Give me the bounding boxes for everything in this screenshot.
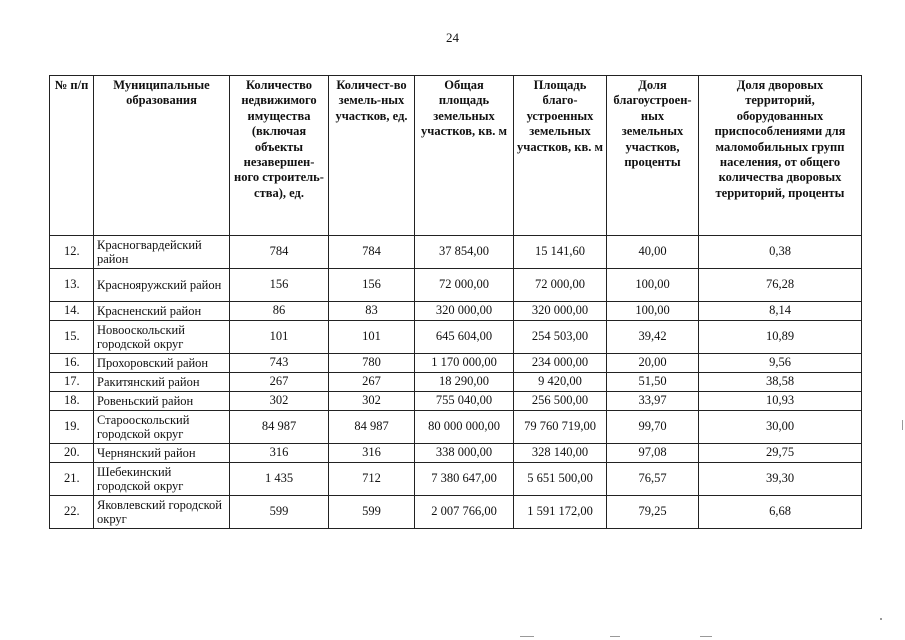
improved-area-cell: 256 500,00 xyxy=(514,392,607,411)
table-row xyxy=(50,411,862,444)
improved-share-cell: 20,00 xyxy=(607,354,699,373)
land-plot-count-cell: 784 xyxy=(329,236,415,269)
real-estate-count-cell: 316 xyxy=(230,444,329,463)
real-estate-count-cell: 599 xyxy=(230,496,329,529)
improved-share-cell: 51,50 xyxy=(607,373,699,392)
row-number-cell: 13. xyxy=(50,269,94,302)
improved-area-cell: 234 000,00 xyxy=(514,354,607,373)
header-cell-improved-share: Доля благоустроен-ных земельных участков, проценты xyxy=(607,76,699,236)
total-area-cell: 645 604,00 xyxy=(415,321,514,354)
table-row xyxy=(50,392,862,411)
accessible-yards-share-cell: 6,68 xyxy=(699,496,862,529)
improved-area-cell: 320 000,00 xyxy=(514,302,607,321)
row-number-cell: 12. xyxy=(50,236,94,269)
improved-area-cell: 1 591 172,00 xyxy=(514,496,607,529)
land-plot-count-cell: 780 xyxy=(329,354,415,373)
row-number-cell: 17. xyxy=(50,373,94,392)
header-cell-accessible-yards-share: Доля дворовых территорий, оборудованных приспособлениями для маломобильных групп населения, от общего количества дворовых территорий, проценты xyxy=(699,76,862,236)
municipality-name-cell: Яковлевский городской округ xyxy=(94,496,230,529)
table-row xyxy=(50,444,862,463)
header-cell-number: № п/п xyxy=(50,76,94,236)
accessible-yards-share-cell: 30,00 xyxy=(699,411,862,444)
total-area-cell: 7 380 647,00 xyxy=(415,463,514,496)
header-cell-real-estate-count: Количество недвижимого имущества (включая объекты незавершен-ного строитель-ства), ед. xyxy=(230,76,329,236)
improved-share-cell: 97,08 xyxy=(607,444,699,463)
header-cell-total-area: Общая площадь земельных участков, кв. м xyxy=(415,76,514,236)
header-cell-improved-area: Площадь благо-устроенных земельных участков, кв. м xyxy=(514,76,607,236)
municipality-name-cell: Шебекинский городской округ xyxy=(94,463,230,496)
land-plot-count-cell: 156 xyxy=(329,269,415,302)
table-row xyxy=(50,236,862,269)
municipality-name-cell: Красногвардейский район xyxy=(94,236,230,269)
total-area-cell: 2 007 766,00 xyxy=(415,496,514,529)
data-table xyxy=(49,75,862,529)
total-area-cell: 72 000,00 xyxy=(415,269,514,302)
total-area-cell: 320 000,00 xyxy=(415,302,514,321)
header-cell-municipality: Муниципальные образования xyxy=(94,76,230,236)
municipality-name-cell: Старооскольский городской округ xyxy=(94,411,230,444)
improved-area-cell: 79 760 719,00 xyxy=(514,411,607,444)
municipality-name-cell: Новооскольский городской округ xyxy=(94,321,230,354)
row-number-cell: 16. xyxy=(50,354,94,373)
scan-artifact xyxy=(520,636,534,637)
row-number-cell: 14. xyxy=(50,302,94,321)
improved-share-cell: 100,00 xyxy=(607,269,699,302)
municipality-name-cell: Ровеньский район xyxy=(94,392,230,411)
improved-area-cell: 9 420,00 xyxy=(514,373,607,392)
real-estate-count-cell: 267 xyxy=(230,373,329,392)
municipality-name-cell: Ракитянский район xyxy=(94,373,230,392)
accessible-yards-share-cell: 38,58 xyxy=(699,373,862,392)
real-estate-count-cell: 86 xyxy=(230,302,329,321)
accessible-yards-share-cell: 9,56 xyxy=(699,354,862,373)
row-number-cell: 21. xyxy=(50,463,94,496)
scan-artifact xyxy=(902,420,903,430)
land-plot-count-cell: 83 xyxy=(329,302,415,321)
accessible-yards-share-cell: 8,14 xyxy=(699,302,862,321)
real-estate-count-cell: 784 xyxy=(230,236,329,269)
real-estate-count-cell: 1 435 xyxy=(230,463,329,496)
scan-artifact xyxy=(700,636,712,637)
table-row xyxy=(50,302,862,321)
table-row xyxy=(50,354,862,373)
municipality-name-cell: Краснояружский район xyxy=(94,269,230,302)
improved-area-cell: 15 141,60 xyxy=(514,236,607,269)
total-area-cell: 80 000 000,00 xyxy=(415,411,514,444)
improved-area-cell: 328 140,00 xyxy=(514,444,607,463)
total-area-cell: 18 290,00 xyxy=(415,373,514,392)
row-number-cell: 18. xyxy=(50,392,94,411)
total-area-cell: 338 000,00 xyxy=(415,444,514,463)
land-plot-count-cell: 302 xyxy=(329,392,415,411)
table-body xyxy=(50,236,862,529)
improved-share-cell: 76,57 xyxy=(607,463,699,496)
improved-share-cell: 100,00 xyxy=(607,302,699,321)
accessible-yards-share-cell: 10,89 xyxy=(699,321,862,354)
total-area-cell: 755 040,00 xyxy=(415,392,514,411)
improved-share-cell: 79,25 xyxy=(607,496,699,529)
land-plot-count-cell: 599 xyxy=(329,496,415,529)
scan-artifact xyxy=(880,618,882,620)
improved-area-cell: 5 651 500,00 xyxy=(514,463,607,496)
accessible-yards-share-cell: 39,30 xyxy=(699,463,862,496)
row-number-cell: 19. xyxy=(50,411,94,444)
page-number: 24 xyxy=(446,30,459,45)
municipality-name-cell: Чернянский район xyxy=(94,444,230,463)
table-row xyxy=(50,321,862,354)
table-row xyxy=(50,463,862,496)
scan-artifact xyxy=(610,636,620,637)
header-row xyxy=(50,76,862,236)
accessible-yards-share-cell: 76,28 xyxy=(699,269,862,302)
accessible-yards-share-cell: 29,75 xyxy=(699,444,862,463)
table-row xyxy=(50,373,862,392)
improved-area-cell: 254 503,00 xyxy=(514,321,607,354)
real-estate-count-cell: 743 xyxy=(230,354,329,373)
improved-area-cell: 72 000,00 xyxy=(514,269,607,302)
municipality-name-cell: Красненский район xyxy=(94,302,230,321)
real-estate-count-cell: 302 xyxy=(230,392,329,411)
improved-share-cell: 39,42 xyxy=(607,321,699,354)
land-plot-count-cell: 267 xyxy=(329,373,415,392)
header-cell-land-plot-count: Количест-во земель-ных участков, ед. xyxy=(329,76,415,236)
accessible-yards-share-cell: 0,38 xyxy=(699,236,862,269)
real-estate-count-cell: 156 xyxy=(230,269,329,302)
row-number-cell: 20. xyxy=(50,444,94,463)
table-row xyxy=(50,496,862,529)
table-header xyxy=(50,76,862,236)
land-plot-count-cell: 316 xyxy=(329,444,415,463)
table-row xyxy=(50,269,862,302)
total-area-cell: 1 170 000,00 xyxy=(415,354,514,373)
land-plot-count-cell: 101 xyxy=(329,321,415,354)
real-estate-count-cell: 84 987 xyxy=(230,411,329,444)
land-plot-count-cell: 712 xyxy=(329,463,415,496)
total-area-cell: 37 854,00 xyxy=(415,236,514,269)
municipality-name-cell: Прохоровский район xyxy=(94,354,230,373)
improved-share-cell: 40,00 xyxy=(607,236,699,269)
land-plot-count-cell: 84 987 xyxy=(329,411,415,444)
row-number-cell: 22. xyxy=(50,496,94,529)
real-estate-count-cell: 101 xyxy=(230,321,329,354)
improved-share-cell: 99,70 xyxy=(607,411,699,444)
row-number-cell: 15. xyxy=(50,321,94,354)
improved-share-cell: 33,97 xyxy=(607,392,699,411)
accessible-yards-share-cell: 10,93 xyxy=(699,392,862,411)
